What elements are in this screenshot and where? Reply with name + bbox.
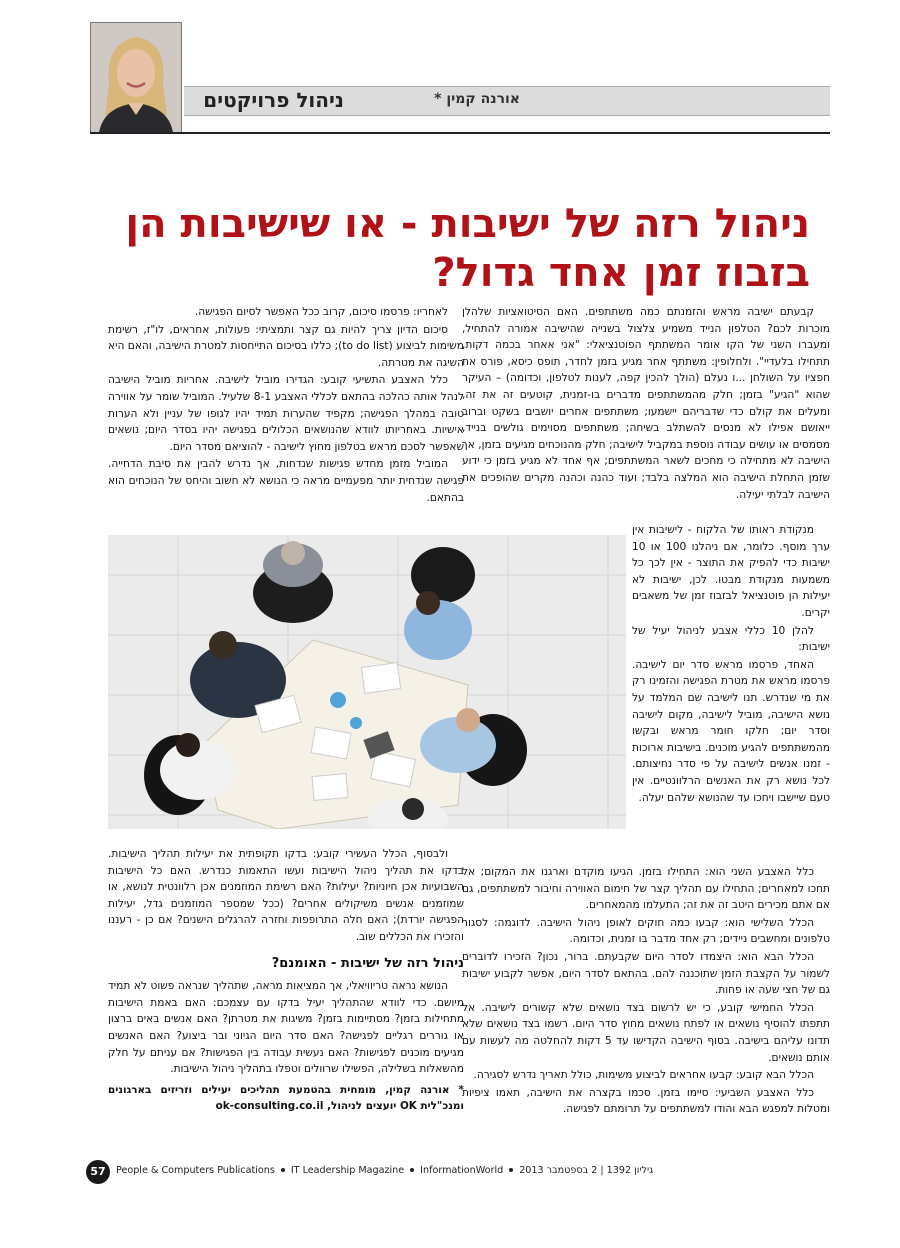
paragraph: הנושא נראה טריוויאלי, אך המציאות מראה, שתהליך שנראה פשוט לא תמיד מיושם. כדי לוודא שהתהליך יעיל בדקו עם עצמכם: האם באמת הישיבות מתחילות בזמן? מסתיימות בזמן? משיגות את מטרתן? האם אנשים באים ברצון או גוררים רגליים לפגישה? האם סדר היום הגיוני ובר ביצוע? האם האנשים מגיעים מוכנים לפגישות? האם נעשית עבודה בין הפגישות? אם עניתם על חלק מהשאלות בשלילה, הפשילו שרוולים וטפלו בתהליך ניהול הישיבות. — [108, 980, 464, 1076]
header-rule — [90, 132, 830, 134]
headline-line-2: בזבוז זמן אחד גדול? — [432, 250, 810, 296]
headline-line-1: ניהול רזה של ישיבות - או שישיבות הן — [125, 201, 810, 247]
author-byline: אורנה קמין * — [434, 91, 520, 107]
paragraph: קבעתם ישיבה מראש והזמנתם כמה משתתפים. האם הסיטואציות שלהלן מוכרות לכם? הטלפון הנייד משמיע צלצול בשנייה שהישיבה אמורה להתחיל, ומעברו השני של הקו אומר המשתתף הפוטנציאלי: "אני אאחר בכמה דקות, תתחילו בלעדיי". ולחלופין: משתתף אחר מגיע בזמן לחדר, תופס כיסא, פורס את חפציו על השולחן ...ו נעלם (הולך להכין קפה, לענות לטלפון, וכדומה) – העיקר שהוא "הגיע" בזמן; חלק מהמשתתפים מדברים בו-זמנית, קוטעים זה את זה, ומעלים את קולם כדי שדבריהם יישמעו; משתתפים אחרים יושבים בשקט וברוב ייאושם אפילו לא מנסים להשתלב בשיחה; משתתפים מסוימים גולשים בנייד, מסמסים או עושים עבודה נוספת במקביל לישיבה; חלק מהנוכחים מגיעים בזמן, אך הישיבה לא מתחילה כי מחכים לשאר המשתתפים; אף אחד לא מגיע בזמן כי ידוע שזמן התחלת הישיבה הוא המלצה בלבד; ועוד כהנה וכהנה מקרים שהופכים את הישיבה לבלתי יעילה. — [462, 306, 830, 501]
subheading: ניהול רזה של ישיבות - האומנם? — [271, 955, 464, 971]
paragraph: הכלל הבא קובע: קבעו אחראים לביצוע משימות, כולל תאריך נדרש לסגירה. — [473, 1069, 814, 1082]
section-title: ניהול פרויקטים — [203, 88, 344, 112]
paragraph: כלל האצבע התשיעי קובע: הגדירו מוביל לישיבה. אחריות מוביל הישיבה לנהל אותה כהלכה בהתאם לכללי האצבע 8-1 שלעיל. המוביל שומר על אווירה טובה במהלך הפגישה; מקפיד שהערות תמיד יהיו לגופו של עניין ולא הערות אישיות. באחריותו לוודא שהנושאים הכלולים בפגישה יהיו בסדר היום; נושאים שאפשר לסכם מראש בטלפון מחוץ לישיבה - להוציאם מסדר היום. — [108, 374, 464, 453]
paragraph: לאחריו: פרסמו סיכום, קרוב ככל האפשר לסיום הפגישה. — [194, 306, 448, 318]
author-portrait — [90, 22, 182, 134]
paragraph: הכלל החמישי קובע, כי יש לרשום בצד נושאים שלא קשורים לישיבה. אל תתפתו להוסיף נושאים או לפתח נושאים מחוץ סדר היום. רשמו בצד נושאים שלא תדונו עליהם בישיבה. בסוף הישיבה הקדישו עד 5 דקות להחלטה מה לעשות עם אותם נושאים. — [462, 1001, 830, 1064]
column-right-bottom — [462, 864, 830, 1119]
meeting-photo — [108, 535, 626, 829]
paragraph: מנקודת ראותו של הלקוח - לישיבות אין ערך מוסף. כלומר, אם ניהלנו 100 או 10 ישיבות כדי להפיק את התוצר - אין לכך כל משמעות מנקודת מבטו. לכן, ישיבות לא יעילות הן פוטנציאל לבזבוז זמן של משאבים יקרים. — [632, 524, 830, 619]
column-right-top — [462, 304, 830, 504]
page-footer — [86, 1160, 830, 1184]
paragraph: ולבסוף, הכלל העשירי קובע: בדקו תקופתית את יעילות תהליך הישיבות. בדקו את תהליך ניהול הישיבות ועשו התאמות כנדרש. האם כל הישיבות השבועיות אכן חיוניות? יעילות? האם רשימת המוזמנים אכן רלוונטית לנושא, או שמוזמנים אנשים משיקולים אחרים? (ככל שמספר המוזמנים גדל, יעילות הפגישה יורדת); האם חלה התרופפות וחזרה להרגלים הישנים? אם כן - רעננו והזכירו את הכללים שוב. — [108, 848, 464, 943]
footer-line — [116, 1165, 653, 1176]
paragraph: כלל האצבע השביעי: סיימו בזמן. סכמו בקצרה את הישיבה, תאמו ציפיות ומטלות למפגש הבא והודו למשתתפים על תרומתם לפגישה. — [462, 1086, 830, 1116]
paragraph: כלל האצבע השני הוא: התחילו בזמן. הגיעו מוקדם וארגנו את המקום; אל תחכו למאחרים; התחילו עם תהליך קצר של חימום האווירה וחיבור למשתתפים, גם אם אתם מכירים היטב זה את זה; התעלמו מהמאחרים. — [462, 866, 830, 912]
author-bio: * אורנה קמין, מומחית בהטמעת תהליכים יעילים וזריזים בארגונים ומנכ"לית OK יועצים לניהול, ok-consulting.co.il — [108, 1083, 464, 1113]
paragraph: סיכום הדיון צריך להיות גם קצר ותמציתי: פעולות, אחראים, לו"ז, רשימת משימות לביצוע (to do list); כללו בסיכום התייחסות למטרת הישיבה, והאם היא השיגה את מטרתה. — [108, 323, 464, 369]
bullet-icon — [509, 1168, 513, 1172]
bullet-icon — [281, 1168, 285, 1172]
paragraph: האחד, פרסמו מראש סדר יום לישיבה. פרסמו מראש את מטרת הפגישה והזמינו רק את מי שנדרש. תנו לישיבה שם המלמד על נושא הישיבה, מוביל לישיבה, מקום לישיבה וסדר יום; חלקו חומר מראש ובקשו מהמשתתפים להגיע מוכנים. בישיבות ארוכות - זמנו אנשים לישיבה על פי סדר נחיצותם. לכל נושא רק את האנשים הרלוונטיים. אין טעם שיישבו ויחכו עד שהנושא שלהם יעלה. — [632, 658, 830, 804]
bullet-icon — [410, 1168, 414, 1172]
magazine-name: IT Leadership Magazine — [290, 1165, 405, 1176]
article-headline — [80, 200, 810, 298]
paragraph: המוביל מזמן מחדש פגישות שנדחות, אך נדרש להבין את סיבת הדחייה. פגישה שנדחית יותר מפעמיים מראה כי הנושא לא חשוב והיחס של הנוכחים הוא בהתאם. — [108, 458, 464, 504]
paragraph: הכלל הבא הוא: היצמדו לסדר היום שקבעתם. ברור, נכון? הזכירו לדוברים לשמור על הקצבת הזמן שתוכננה להם. בהתאם לסדר היום, אפשר לקבוע ישיבות גם של חצי שעה או פחות. — [462, 950, 830, 997]
column-left-top — [108, 304, 464, 507]
paragraph: להלן 10 כללי אצבע לניהול יעיל של ישיבות: — [632, 624, 830, 654]
column-left-bottom — [108, 846, 464, 1116]
page-number: 57 — [86, 1160, 110, 1184]
world-name: InformationWorld — [420, 1165, 504, 1176]
issue-info: גיליון 1392 | 2 בספטמבר 2013 — [519, 1165, 654, 1176]
publisher-name: People & Computers Publications — [116, 1165, 275, 1176]
column-narrow — [632, 522, 830, 807]
paragraph: הכלל השלישי הוא: קבעו כמה חוקים לאופן ניהול הישיבה. לדוגמה: לסגור טלפונים ומחשבים ניידים; רק אחד מדבר בו זמנית, וכדומה. — [462, 916, 830, 946]
